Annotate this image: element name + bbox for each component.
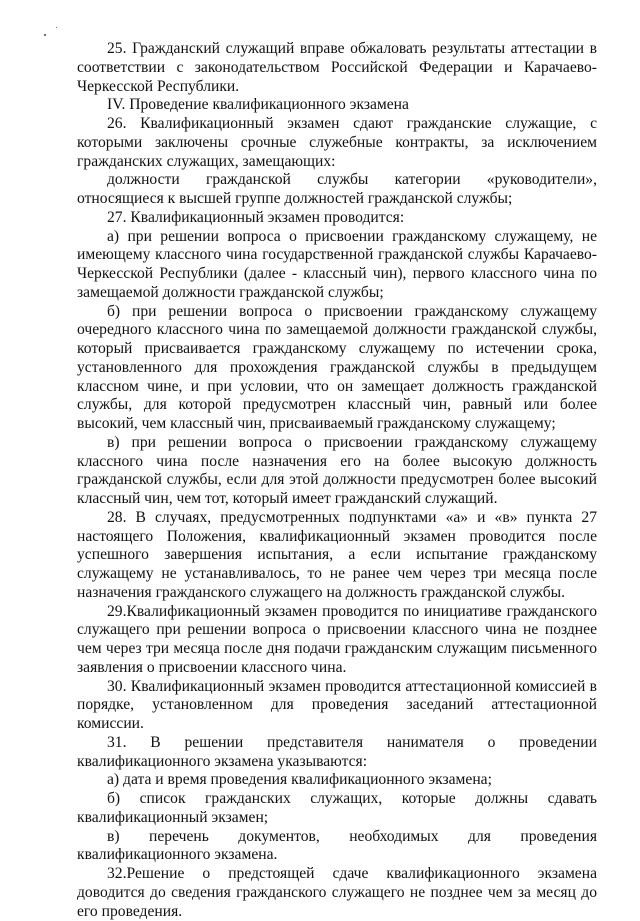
paragraph-30: 30. Квалификационный экзамен проводится аттестационной комиссией в порядке, установленном для проведения заседаний аттестационной комиссии. bbox=[77, 677, 597, 732]
paragraph-29: 29.Квалификационный экзамен проводится по инициативе гражданского служащего при решении вопроса о присвоении классного чина не позднее чем через три месяца после дня подачи гражданским служащим письменного заявления о присвоении классного чина. bbox=[77, 602, 597, 676]
paragraph-31: 31. В решении представителя нанимателя о проведении квалификационного экзамена указываются: bbox=[77, 733, 597, 770]
paragraph-26-item: должности гражданской службы категории «руководители», относящиеся к высшей группе должностей гражданской службы; bbox=[77, 171, 597, 207]
paragraph-28: 28. В случаях, предусмотренных подпунктами «а» и «в» пункта 27 настоящего Положения, квалификационный экзамен проводится после успешного завершения испытания, а если испытание гражданскому служащему не устанавливалось, то не ранее чем через три месяца после назначения гражданского служащего на должность гражданской службы. bbox=[77, 508, 597, 601]
paragraph-31-a: а) дата и время проведения квалификационного экзамена; bbox=[107, 771, 492, 789]
paragraph-27-a: а) при решении вопроса о присвоении гражданскому служащему, не имеющему классного чина государственной гражданской службы Карачаево-Черкесской Республики (далее - классный чин), первого классного чина по замещаемой должности гражданской службы; bbox=[77, 227, 597, 301]
paragraph-27-b: б) при решении вопроса о присвоении гражданскому служащему очередного классного чина по замещаемой должности гражданской службы, который присваивается гражданскому служащему по истечении срока, установленного для прохождения гражданской службы в предыдущем классном чине, и при условии, что он замещает должность гражданской службы, для которой предусмотрен классный чин, равный или более высокий, чем классный чин, присваиваемый гражданскому служащему; bbox=[77, 302, 597, 432]
paragraph-26: 26. Квалификационный экзамен сдают гражданские служащие, с которыми заключены срочные служебные контракты, за исключением гражданских служащих, замещающих: bbox=[77, 115, 597, 170]
paragraph-32: 32.Решение о предстоящей сдаче квалификационного экзамена доводится до сведения гражданского служащего не позднее чем за месяц до его проведения. bbox=[77, 865, 597, 920]
paragraph-27: 27. Квалификационный экзамен проводится: bbox=[107, 208, 405, 226]
scan-speck bbox=[44, 34, 46, 36]
paragraph-31-v: в) перечень документов, необходимых для проведения квалификационного экзамена. bbox=[77, 827, 597, 864]
paragraph-27-v: в) при решении вопроса о присвоении гражданскому служащему классного чина после назначения его на более высокую должность гражданской службы, если для этой должности предусмотрен более высокий классный чин, чем тот, который имеет гражданский служащий. bbox=[77, 433, 597, 507]
document-page bbox=[77, 40, 597, 921]
paragraph-31-b: б) список гражданских служащих, которые должны сдавать квалификационный экзамен; bbox=[77, 790, 597, 826]
paragraph-25: 25. Гражданский служащий вправе обжаловать результаты аттестации в соответствии с законодательством Российской Федерации и Карачаево-Черкесской Республики. bbox=[77, 40, 597, 95]
section-heading: IV. Проведение квалификационного экзамена bbox=[107, 96, 409, 114]
scan-speck bbox=[56, 27, 57, 28]
